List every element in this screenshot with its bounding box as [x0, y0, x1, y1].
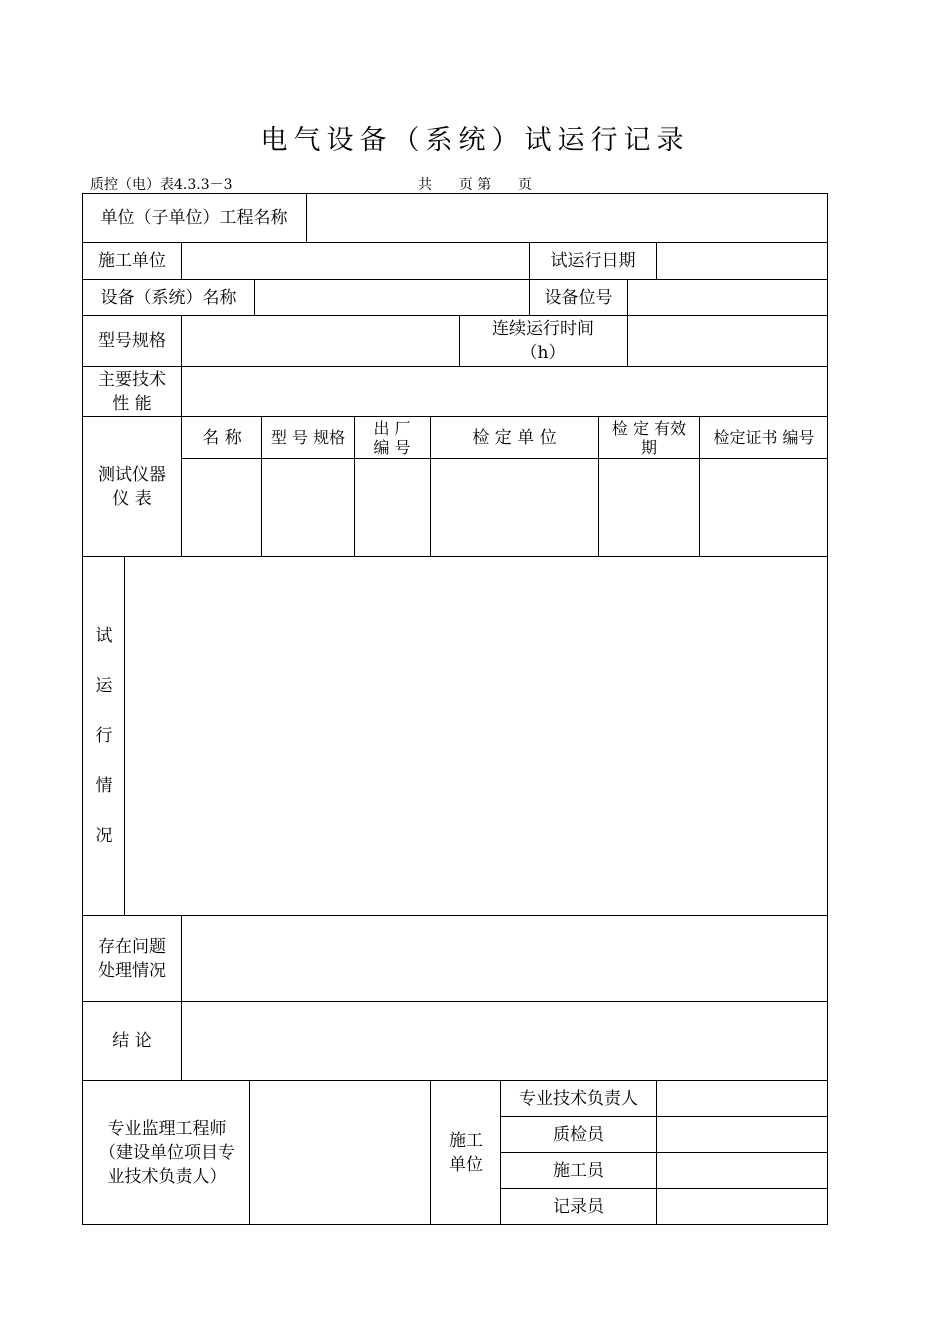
main-tech-performance-label: 主要技术性 能: [98, 369, 166, 414]
instrument-col-name: 名 称: [202, 427, 242, 448]
col-divider: [459, 315, 460, 367]
equipment-position-field[interactable]: [628, 280, 827, 315]
page-title: 电气设备（系统）试运行记录: [260, 125, 690, 156]
supervisor-signature-field[interactable]: [250, 1081, 430, 1224]
model-spec-field[interactable]: [182, 316, 459, 366]
instrument-col-validity: 检 定 有效期: [611, 418, 687, 457]
trial-run-status-field[interactable]: [125, 557, 827, 915]
role-recorder-label: 记录员: [553, 1196, 604, 1217]
instrument-col-certificate: 检定证书 编号: [713, 428, 815, 447]
status-char: 试: [95, 626, 113, 646]
issues-field[interactable]: [182, 916, 827, 1001]
trial-run-status-label: [84, 558, 124, 914]
role-recorder-field[interactable]: [657, 1189, 827, 1224]
issues-label: 存在问题处理情况: [98, 936, 166, 981]
table-border-bottom: [82, 1224, 828, 1225]
instrument-col-verifier: 检 定 单 位: [472, 427, 557, 448]
supervisor-label: 专业监理工程师（建设单位项目专业技术负责人）: [99, 1118, 235, 1187]
continuous-run-time-label: 连续运行时间（h）: [492, 319, 594, 363]
table-border-right: [827, 193, 828, 1225]
status-char: 运: [95, 676, 113, 696]
role-inspector-field[interactable]: [657, 1117, 827, 1152]
role-builder-label: 施工员: [553, 1160, 604, 1181]
col-divider: [430, 1080, 431, 1225]
project-name-field[interactable]: [307, 194, 827, 242]
col-divider: [261, 416, 262, 557]
status-char: 情: [95, 776, 113, 796]
trial-run-date-field[interactable]: [657, 243, 827, 279]
signature-construction-unit-label: 施工单位: [449, 1130, 483, 1175]
continuous-run-time-field[interactable]: [628, 316, 827, 366]
instrument-col-model: 型 号 规格: [270, 428, 346, 447]
row-divider: [181, 458, 828, 459]
role-tech-lead-field[interactable]: [657, 1081, 827, 1116]
project-name-label: 单位（子单位）工程名称: [100, 208, 288, 228]
conclusion-field[interactable]: [182, 1002, 827, 1080]
instrument-col-serial: 出 厂编 号: [373, 418, 411, 457]
col-divider: [699, 416, 700, 557]
trial-run-date-label: 试运行日期: [550, 251, 636, 271]
equipment-name-label: 设备（系统）名称: [100, 287, 237, 308]
col-divider: [354, 416, 355, 557]
page-info: 共 页 第 页: [418, 177, 532, 193]
role-builder-field[interactable]: [657, 1153, 827, 1188]
main-tech-performance-field[interactable]: [182, 367, 827, 416]
test-instruments-label: 测试仪器仪 表: [98, 464, 166, 509]
model-spec-label: 型号规格: [98, 331, 166, 351]
col-divider: [598, 416, 599, 557]
construction-unit-label: 施工单位: [98, 251, 166, 271]
construction-unit-field[interactable]: [182, 243, 529, 279]
status-char: 况: [95, 826, 113, 846]
conclusion-label: 结 论: [112, 1031, 152, 1051]
status-char: 行: [95, 726, 113, 746]
form-code: 质控（电）表4.3.3－3: [90, 177, 233, 193]
equipment-name-field[interactable]: [255, 280, 529, 315]
role-inspector-label: 质检员: [553, 1124, 604, 1145]
equipment-position-label: 设备位号: [544, 287, 613, 308]
role-tech-lead-label: 专业技术负责人: [519, 1088, 638, 1109]
